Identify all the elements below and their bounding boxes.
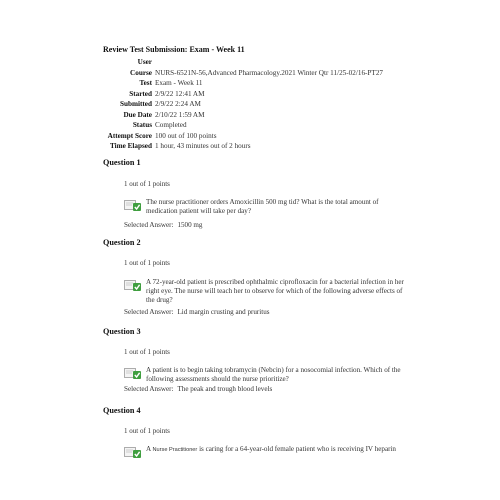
- question-text-prefix: A: [146, 445, 151, 453]
- selected-answer: [124, 308, 270, 316]
- selected-answer-label: Selected Answer:: [124, 308, 174, 316]
- detail-row-time-elapsed: [102, 141, 383, 152]
- detail-label: Course: [130, 68, 152, 77]
- question-body: [124, 198, 414, 222]
- question-text: A patient is to begin taking tobramycin (Nebcin) for a nosocomial infection. Which of the following assessments should the nurse prioritize?: [146, 366, 401, 383]
- detail-value: NURS-6521N-56,Advanced Pharmacology.2021 Winter Qtr 11/25-02/16-PT27: [155, 68, 384, 77]
- question-title: Question 4: [103, 406, 141, 415]
- detail-row-test: [102, 78, 383, 89]
- question-2: [103, 238, 423, 323]
- detail-row-attempt-score: [102, 131, 383, 142]
- question-text: [146, 445, 406, 455]
- submission-details: [102, 57, 383, 152]
- detail-label: User: [137, 58, 152, 66]
- detail-value: 2/9/22 12:41 AM: [155, 89, 205, 98]
- detail-row-due-date: [102, 110, 383, 121]
- question-text: A 72-year-old patient is prescribed ophthalmic ciprofloxacin for a bacterial infection in her right eye. The nurse will teach her to observe for which of the following adverse effects of the drug?: [146, 278, 404, 304]
- detail-label: Attempt Score: [107, 131, 152, 140]
- detail-label: Started: [129, 89, 152, 98]
- question-4: [103, 406, 423, 466]
- selected-answer-value: The peak and trough blood levels: [177, 385, 273, 393]
- question-title: Question 2: [103, 238, 141, 247]
- detail-row-status: [102, 120, 383, 131]
- question-3: [103, 327, 423, 402]
- correct-check-icon: [124, 366, 144, 378]
- question-body: [124, 445, 414, 459]
- detail-label: Time Elapsed: [109, 142, 152, 150]
- question-text-main: is caring for a 64-year-old female patient who is receiving IV heparin: [199, 445, 396, 453]
- selected-answer: [124, 221, 202, 229]
- detail-row-started: [102, 89, 383, 100]
- detail-value: 2/9/22 2:24 AM: [155, 100, 201, 108]
- question-text: The nurse practitioner orders Amoxicillin 500 mg tid? What is the total amount of medication patient will take per day?: [146, 198, 379, 215]
- question-points: 1 out of 1 points: [124, 259, 170, 267]
- page-title: Review Test Submission: Exam - Week 11: [103, 45, 245, 54]
- question-title: Question 3: [103, 327, 141, 336]
- detail-row-course: [102, 68, 383, 79]
- selected-answer: [124, 385, 272, 393]
- detail-label: Due Date: [123, 110, 152, 119]
- detail-label: Test: [139, 79, 152, 87]
- selected-answer-value: Lid margin crusting and pruritus: [177, 308, 270, 316]
- selected-answer-value: 1500 mg: [177, 221, 203, 229]
- detail-value: 2/10/22 1:59 AM: [155, 110, 205, 119]
- question-points: 1 out of 1 points: [124, 427, 170, 435]
- correct-check-icon: [124, 198, 144, 210]
- detail-label: Status: [132, 121, 152, 129]
- detail-value: 1 hour, 43 minutes out of 2 hours: [155, 142, 251, 150]
- detail-value: 100 out of 100 points: [155, 131, 217, 140]
- detail-row-user: [102, 57, 383, 68]
- selected-answer-label: Selected Answer:: [124, 385, 174, 393]
- correct-check-icon: [124, 445, 144, 457]
- question-title: Question 1: [103, 158, 141, 167]
- question-1: [103, 158, 423, 238]
- detail-value: Completed: [155, 121, 187, 129]
- correct-check-icon: [124, 278, 144, 290]
- question-points: 1 out of 1 points: [124, 180, 170, 188]
- question-points: 1 out of 1 points: [124, 348, 170, 356]
- question-body: [124, 278, 414, 308]
- detail-label: Submitted: [120, 100, 152, 108]
- detail-row-submitted: [102, 99, 383, 110]
- detail-value: Exam - Week 11: [155, 79, 203, 87]
- question-text-small: Nurse Practitioner: [152, 447, 198, 453]
- selected-answer-label: Selected Answer:: [124, 221, 174, 229]
